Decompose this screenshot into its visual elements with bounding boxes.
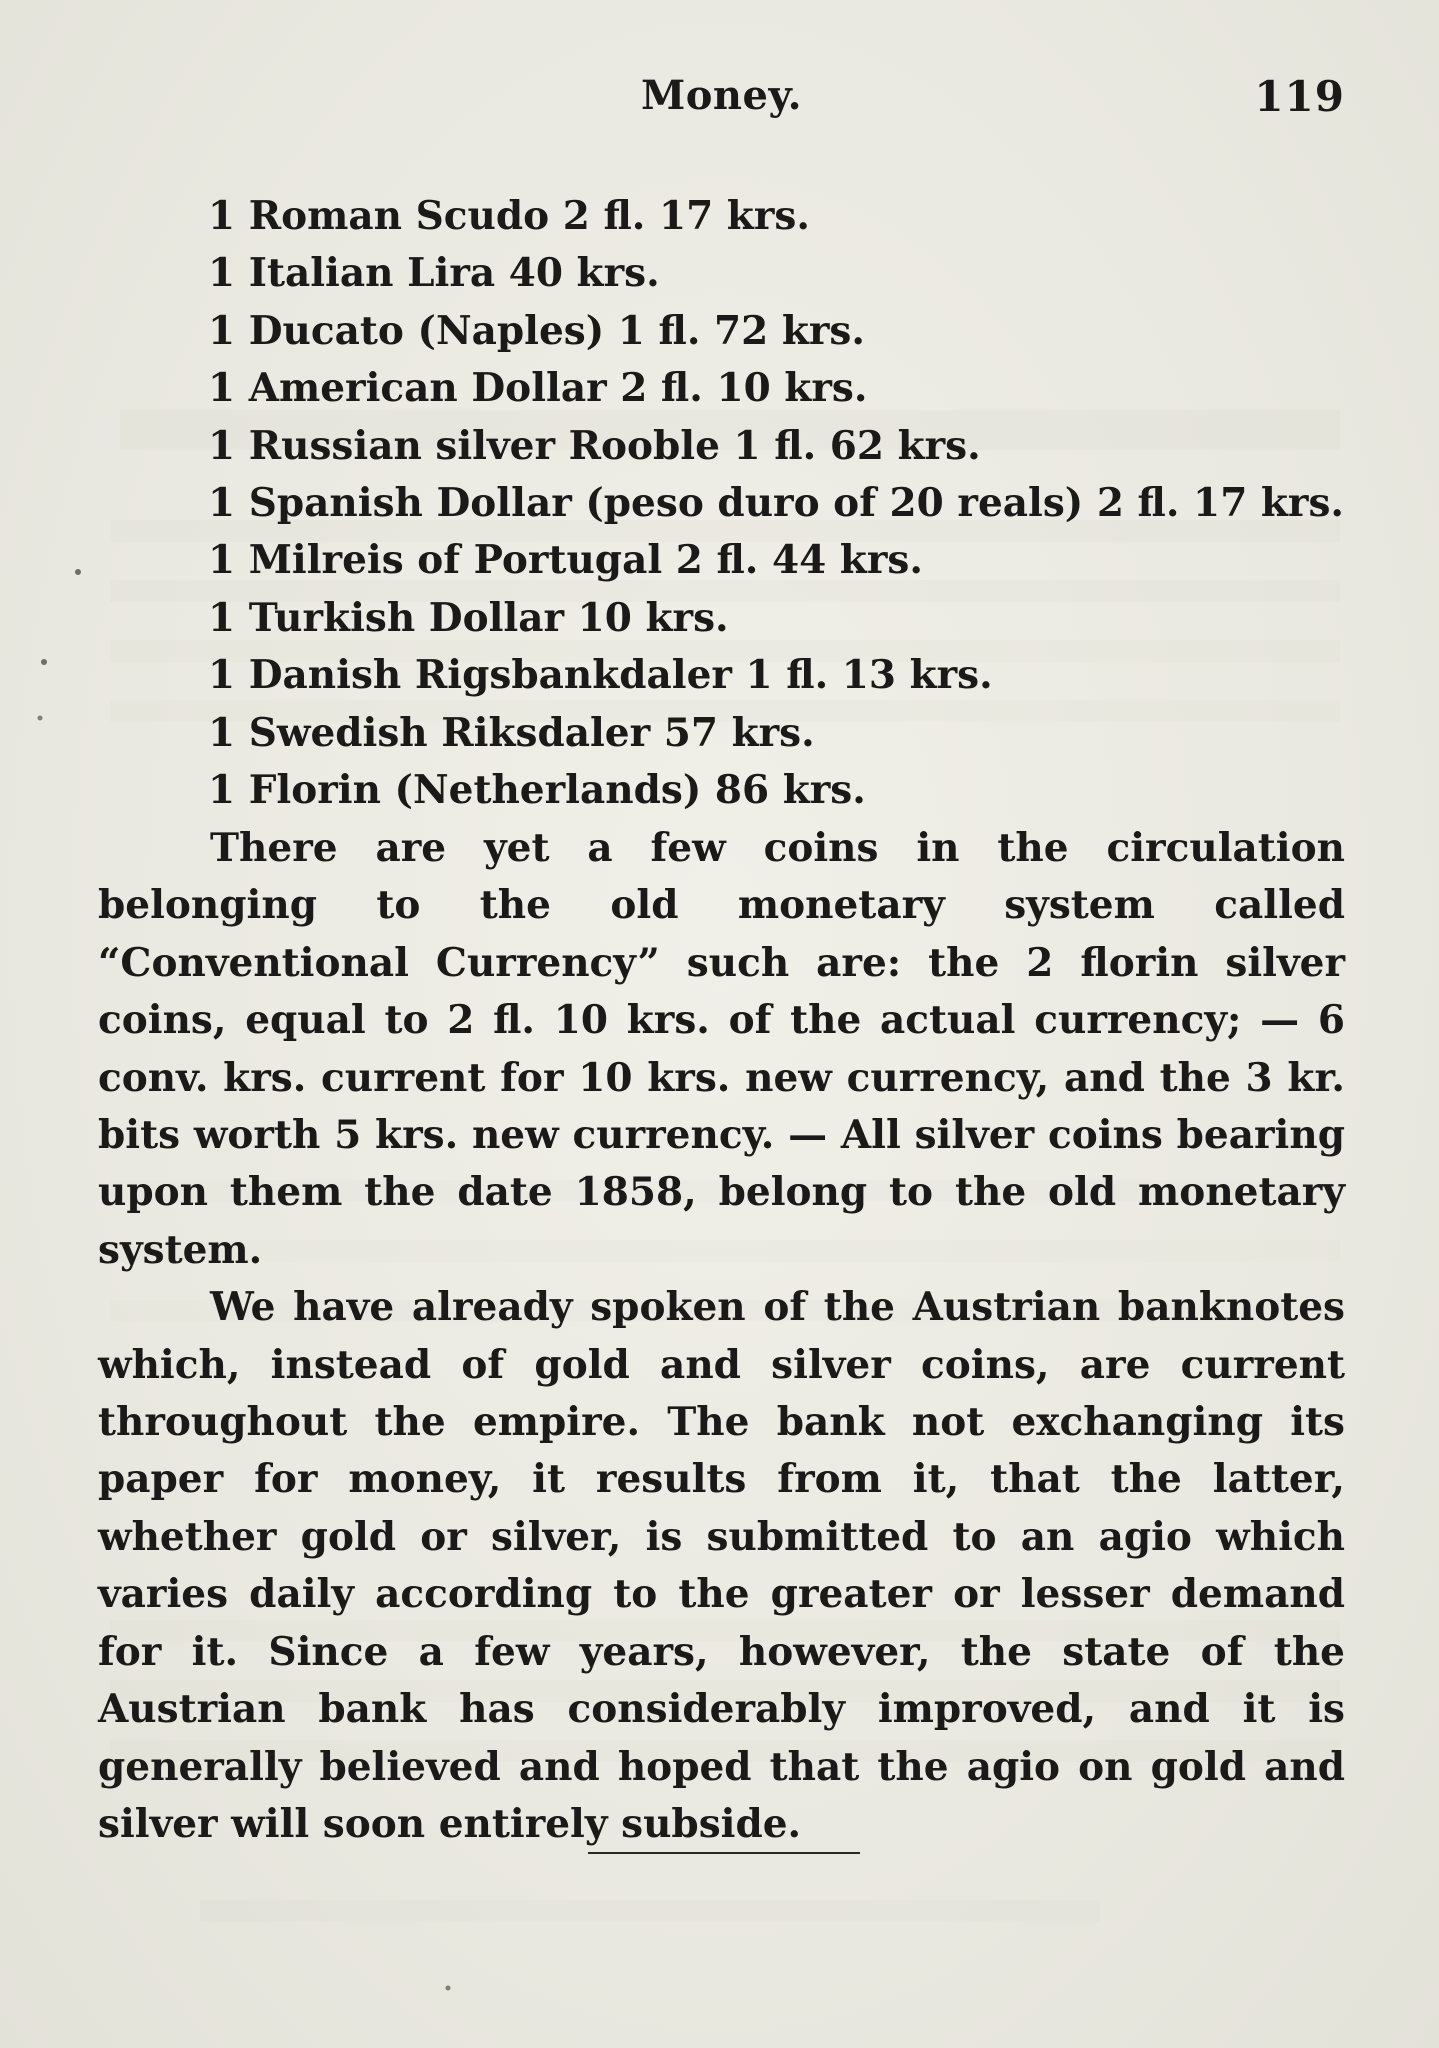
coin-exchange-list (208, 188, 1344, 819)
list-item: 1 Ducato (Naples) 1 fl. 72 krs. (208, 307, 865, 354)
list-item: 1 Swedish Riksdaler 57 krs. (208, 709, 815, 756)
list-item: 1 Turkish Dollar 10 krs. (208, 594, 729, 641)
list-item: 1 Roman Scudo 2 fl. 17 krs. (208, 193, 810, 239)
list-item: 1 Danish Rigsbankdaler 1 fl. 13 krs. (208, 652, 993, 699)
list-item: 1 Florin (Netherlands) 86 krs. (208, 766, 866, 813)
paragraph-conventional-currency: There are yet a few coins in the circulation belonging to the old monetary system called “Conventional Currency” such are: the 2 florin silver coins, equal to 2 fl. 10 krs. of the actual currency; — 6 conv. krs. current for 10 krs. new currency, and the 3 kr. bits worth 5 krs. new currency. — All silver coins bearing upon them the date 1858, belong to the old monetary system. (98, 825, 1345, 1273)
running-title: Money. (640, 72, 803, 119)
running-header (98, 72, 1345, 132)
paragraph-banknotes: We have already spoken of the Austrian banknotes which, instead of gold and silver coins, are current throughout the empire. The bank not exchanging its paper for money, it results from it, that the latter, whether gold or silver, is submitted to an agio which varies daily according to the greater or lesser demand for it. Since a few years, however, the state of the Austrian bank has considerably improved, and it is generally believed and hoped that the agio on gold and silver will soon entirely subside. (98, 1284, 1345, 1847)
list-item: 1 Italian Lira 40 krs. (208, 250, 660, 297)
list-item: 1 Spanish Dollar (peso duro of 20 reals) 2 fl. 17 krs. (208, 479, 1345, 526)
section-divider (588, 1852, 860, 1854)
list-item: 1 American Dollar 2 fl. 10 krs. (208, 365, 868, 412)
list-item: 1 Milreis of Portugal 2 fl. 44 krs. (208, 537, 923, 584)
body-text (98, 820, 1345, 1853)
page-number: 119 (1254, 72, 1345, 121)
list-item: 1 Russian silver Rooble 1 fl. 62 krs. (208, 422, 981, 469)
